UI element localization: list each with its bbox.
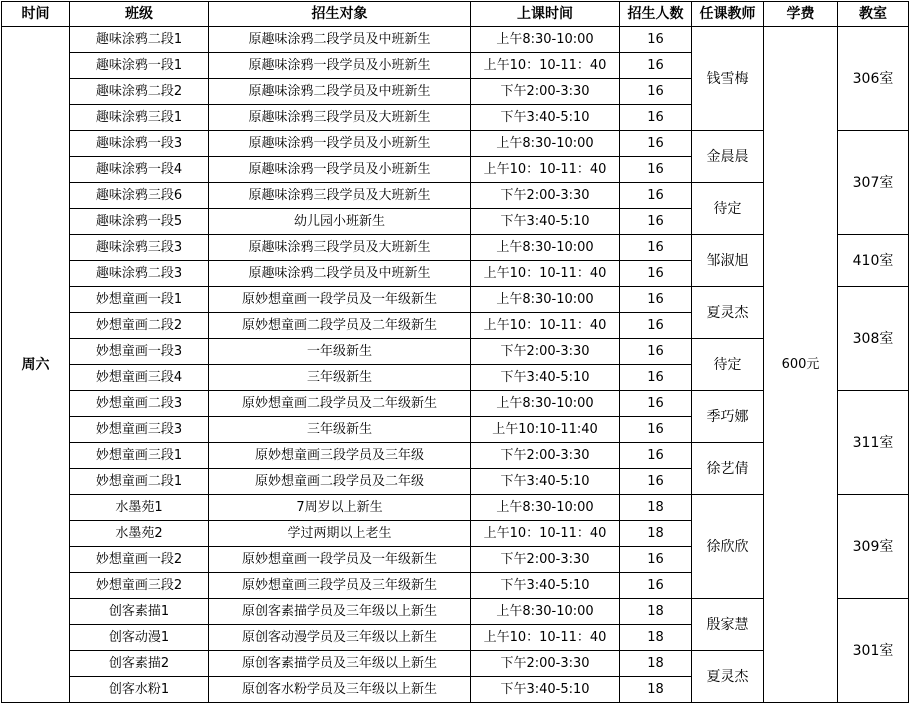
class-cell: 水墨苑2: [70, 521, 209, 547]
target-cell: 原创客素描学员及三年级以上新生: [209, 651, 471, 677]
class-cell: 趣味涂鸦二段1: [70, 27, 209, 53]
header-row: [2, 2, 909, 27]
class-cell: 趣味涂鸦三段3: [70, 235, 209, 261]
room-cell: 306室: [838, 27, 909, 131]
class-cell: 妙想童画一段3: [70, 339, 209, 365]
teacher-cell: 徐欣欣: [692, 495, 764, 599]
target-cell: 原妙想童画三段学员及三年级: [209, 443, 471, 469]
count-cell: 16: [620, 339, 692, 365]
target-cell: 原趣味涂鸦三段学员及大班新生: [209, 183, 471, 209]
count-cell: 16: [620, 469, 692, 495]
count-cell: 16: [620, 209, 692, 235]
teacher-cell: 钱雪梅: [692, 27, 764, 131]
time-cell: 下午2:00-3:30: [471, 339, 620, 365]
class-cell: 趣味涂鸦一段1: [70, 53, 209, 79]
count-cell: 16: [620, 391, 692, 417]
count-cell: 16: [620, 417, 692, 443]
time-cell: 下午2:00-3:30: [471, 79, 620, 105]
target-cell: 三年级新生: [209, 365, 471, 391]
time-cell: 上午8:30-10:00: [471, 27, 620, 53]
teacher-cell: 待定: [692, 339, 764, 391]
time-cell: 上午8:30-10:00: [471, 391, 620, 417]
class-cell: 妙想童画二段3: [70, 391, 209, 417]
time-cell: 上午10：10-11：40: [471, 521, 620, 547]
count-cell: 16: [620, 183, 692, 209]
target-cell: 7周岁以上新生: [209, 495, 471, 521]
time-cell: 上午10:10-11:40: [471, 417, 620, 443]
class-cell: 趣味涂鸦一段4: [70, 157, 209, 183]
class-cell: 趣味涂鸦一段3: [70, 131, 209, 157]
count-cell: 16: [620, 105, 692, 131]
target-cell: 原趣味涂鸦一段学员及小班新生: [209, 157, 471, 183]
count-cell: 16: [620, 131, 692, 157]
target-cell: 原趣味涂鸦一段学员及小班新生: [209, 131, 471, 157]
table-row: [2, 27, 909, 53]
target-cell: 原趣味涂鸦三段学员及大班新生: [209, 235, 471, 261]
class-cell: 妙想童画三段2: [70, 573, 209, 599]
teacher-cell: 夏灵杰: [692, 287, 764, 339]
target-cell: 原妙想童画二段学员及二年级: [209, 469, 471, 495]
count-cell: 16: [620, 573, 692, 599]
room-cell: 410室: [838, 235, 909, 287]
time-cell: 下午3:40-5:10: [471, 365, 620, 391]
time-cell: 下午3:40-5:10: [471, 677, 620, 703]
time-cell: 下午2:00-3:30: [471, 183, 620, 209]
count-cell: 16: [620, 261, 692, 287]
room-cell: 309室: [838, 495, 909, 599]
teacher-cell: 金晨晨: [692, 131, 764, 183]
class-cell: 创客素描1: [70, 599, 209, 625]
count-cell: 16: [620, 79, 692, 105]
time-cell: 上午8:30-10:00: [471, 287, 620, 313]
target-cell: 原创客水粉学员及三年级以上新生: [209, 677, 471, 703]
count-cell: 16: [620, 365, 692, 391]
target-cell: 原趣味涂鸦二段学员及中班新生: [209, 261, 471, 287]
target-cell: 原趣味涂鸦二段学员及中班新生: [209, 27, 471, 53]
time-cell: 上午10：10-11：40: [471, 625, 620, 651]
room-cell: 301室: [838, 599, 909, 703]
time-cell: 上午10：10-11：40: [471, 261, 620, 287]
teacher-cell: 徐艺倩: [692, 443, 764, 495]
class-cell: 趣味涂鸦一段5: [70, 209, 209, 235]
class-cell: 创客水粉1: [70, 677, 209, 703]
target-cell: 原创客素描学员及三年级以上新生: [209, 599, 471, 625]
fee-cell: 600元: [764, 27, 838, 703]
target-cell: 原妙想童画一段学员及一年级新生: [209, 287, 471, 313]
class-cell: 创客动漫1: [70, 625, 209, 651]
header-class: 班级: [70, 2, 209, 27]
target-cell: 学过两期以上老生: [209, 521, 471, 547]
target-cell: 原妙想童画三段学员及三年级新生: [209, 573, 471, 599]
target-cell: 一年级新生: [209, 339, 471, 365]
target-cell: 三年级新生: [209, 417, 471, 443]
time-cell: 上午8:30-10:00: [471, 131, 620, 157]
class-cell: 趣味涂鸦二段3: [70, 261, 209, 287]
class-cell: 趣味涂鸦三段1: [70, 105, 209, 131]
header-schedule: 上课时间: [471, 2, 620, 27]
class-cell: 妙想童画一段2: [70, 547, 209, 573]
count-cell: 18: [620, 495, 692, 521]
count-cell: 18: [620, 599, 692, 625]
time-cell: 上午10：10-11：40: [471, 53, 620, 79]
time-cell: 上午8:30-10:00: [471, 495, 620, 521]
target-cell: 原妙想童画一段学员及一年级新生: [209, 547, 471, 573]
header-target: 招生对象: [209, 2, 471, 27]
count-cell: 18: [620, 677, 692, 703]
target-cell: 原妙想童画二段学员及二年级新生: [209, 313, 471, 339]
count-cell: 16: [620, 27, 692, 53]
room-cell: 311室: [838, 391, 909, 495]
class-cell: 水墨苑1: [70, 495, 209, 521]
class-cell: 创客素描2: [70, 651, 209, 677]
class-cell: 趣味涂鸦二段2: [70, 79, 209, 105]
teacher-cell: 季巧娜: [692, 391, 764, 443]
time-cell: 上午8:30-10:00: [471, 599, 620, 625]
time-cell: 下午3:40-5:10: [471, 573, 620, 599]
class-cell: 妙想童画三段1: [70, 443, 209, 469]
header-teacher: 任课教师: [692, 2, 764, 27]
class-cell: 妙想童画一段1: [70, 287, 209, 313]
class-cell: 妙想童画二段1: [70, 469, 209, 495]
time-cell: 上午10：10-11：40: [471, 313, 620, 339]
count-cell: 18: [620, 521, 692, 547]
room-cell: 308室: [838, 287, 909, 391]
count-cell: 16: [620, 235, 692, 261]
count-cell: 16: [620, 313, 692, 339]
teacher-cell: 邹淑旭: [692, 235, 764, 287]
header-time: 时间: [2, 2, 70, 27]
count-cell: 16: [620, 157, 692, 183]
count-cell: 18: [620, 651, 692, 677]
count-cell: 16: [620, 547, 692, 573]
time-cell: 下午2:00-3:30: [471, 443, 620, 469]
time-cell: 下午3:40-5:10: [471, 469, 620, 495]
schedule-table: [1, 1, 909, 703]
day-cell: 周六: [2, 27, 70, 703]
class-cell: 妙想童画二段2: [70, 313, 209, 339]
time-cell: 下午3:40-5:10: [471, 105, 620, 131]
count-cell: 16: [620, 443, 692, 469]
time-cell: 上午10：10-11：40: [471, 157, 620, 183]
class-cell: 趣味涂鸦三段6: [70, 183, 209, 209]
teacher-cell: 待定: [692, 183, 764, 235]
count-cell: 18: [620, 625, 692, 651]
time-cell: 下午2:00-3:30: [471, 651, 620, 677]
target-cell: 原趣味涂鸦一段学员及小班新生: [209, 53, 471, 79]
class-cell: 妙想童画三段3: [70, 417, 209, 443]
room-cell: 307室: [838, 131, 909, 235]
header-room: 教室: [838, 2, 909, 27]
target-cell: 幼儿园小班新生: [209, 209, 471, 235]
header-enrollment: 招生人数: [620, 2, 692, 27]
target-cell: 原趣味涂鸦三段学员及大班新生: [209, 105, 471, 131]
count-cell: 16: [620, 287, 692, 313]
header-fee: 学费: [764, 2, 838, 27]
count-cell: 16: [620, 53, 692, 79]
target-cell: 原创客动漫学员及三年级以上新生: [209, 625, 471, 651]
teacher-cell: 殷家慧: [692, 599, 764, 651]
time-cell: 下午2:00-3:30: [471, 547, 620, 573]
target-cell: 原趣味涂鸦二段学员及中班新生: [209, 79, 471, 105]
class-cell: 妙想童画三段4: [70, 365, 209, 391]
teacher-cell: 夏灵杰: [692, 651, 764, 703]
time-cell: 上午8:30-10:00: [471, 235, 620, 261]
time-cell: 下午3:40-5:10: [471, 209, 620, 235]
target-cell: 原妙想童画二段学员及二年级新生: [209, 391, 471, 417]
